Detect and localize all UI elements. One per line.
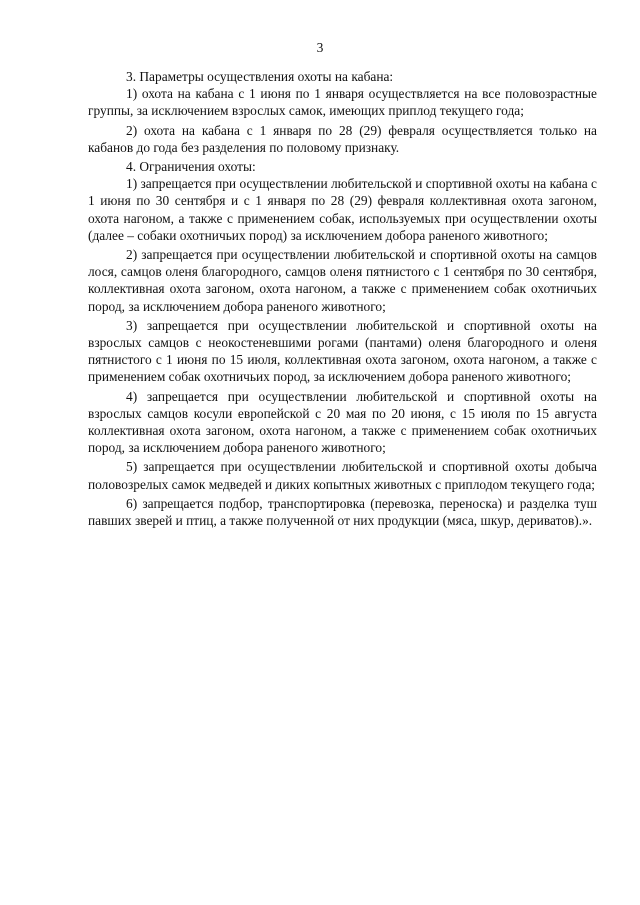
- section-3-item-2: 2) охота на кабана с 1 января по 28 (29) февраля осуществляется только на кабанов до года без разделения по половому признаку.: [88, 122, 597, 155]
- page-number: 3: [316, 40, 324, 55]
- section-4-item-2: 2) запрещается при осуществлении любительской и спортивной охоты на самцов лося, самцов оленя благородного, самцов оленя пятнистого с 1 сентября по 30 сентября, коллективная охота загоном, охота нагоном, а также с применением собак охотничьих пород, за исключением добора раненого животного;: [88, 247, 597, 314]
- section-4-item-4: 4) запрещается при осуществлении любительской и спортивной охоты на взрослых самцов косули европейской с 20 мая по 20 июня, с 15 июля по 15 августа коллективная охота загоном, охота нагоном, а также с применением собак охотничьих пород, за исключением добора раненого животного;: [88, 388, 597, 456]
- section-4-heading: 4. Ограничения охоты:: [126, 159, 256, 175]
- section-3-item-1: 1) охота на кабана с 1 июня по 1 января осуществляется на все половозрастные группы, за исключением взрослых самок, имеющих приплод текущего года;: [88, 86, 597, 119]
- section-4-item-5: 5) запрещается при осуществлении любительской и спортивной охоты добыча половозрелых самок медведей и диких копытных животных с приплодом текущего года;: [88, 459, 597, 492]
- section-3-heading: 3. Параметры осуществления охоты на кабана:: [126, 69, 394, 84]
- section-4-item-1: 1) запрещается при осуществлении любительской и спортивной охоты на кабана с 1 июня по 30 сентября и с 1 января по 28 (29) февраля коллективная охота загоном, охота нагоном, а также с применением собак, используемых при осуществлении охоты (далее – собаки охотничьих пород) за исключением добора раненого животного;: [88, 176, 597, 243]
- section-4-item-6: 6) запрещается подбор, транспортировка (перевозка, переноска) и разделка туш павших зверей и птиц, а также полученной от них продукции (мяса, шкур, дериватов).».: [88, 495, 597, 529]
- section-4-item-3: 3) запрещается при осуществлении любительской и спортивной охоты на взрослых самцов с неокостеневшими рогами (пантами) оленя благородного и оленя пятнистого с 1 июня по 15 июля, коллективная охота загоном, охота нагоном, а также с применением собак охотничьих пород, за исключением добора раненого животного;: [88, 317, 597, 385]
- document-body: [88, 68, 597, 531]
